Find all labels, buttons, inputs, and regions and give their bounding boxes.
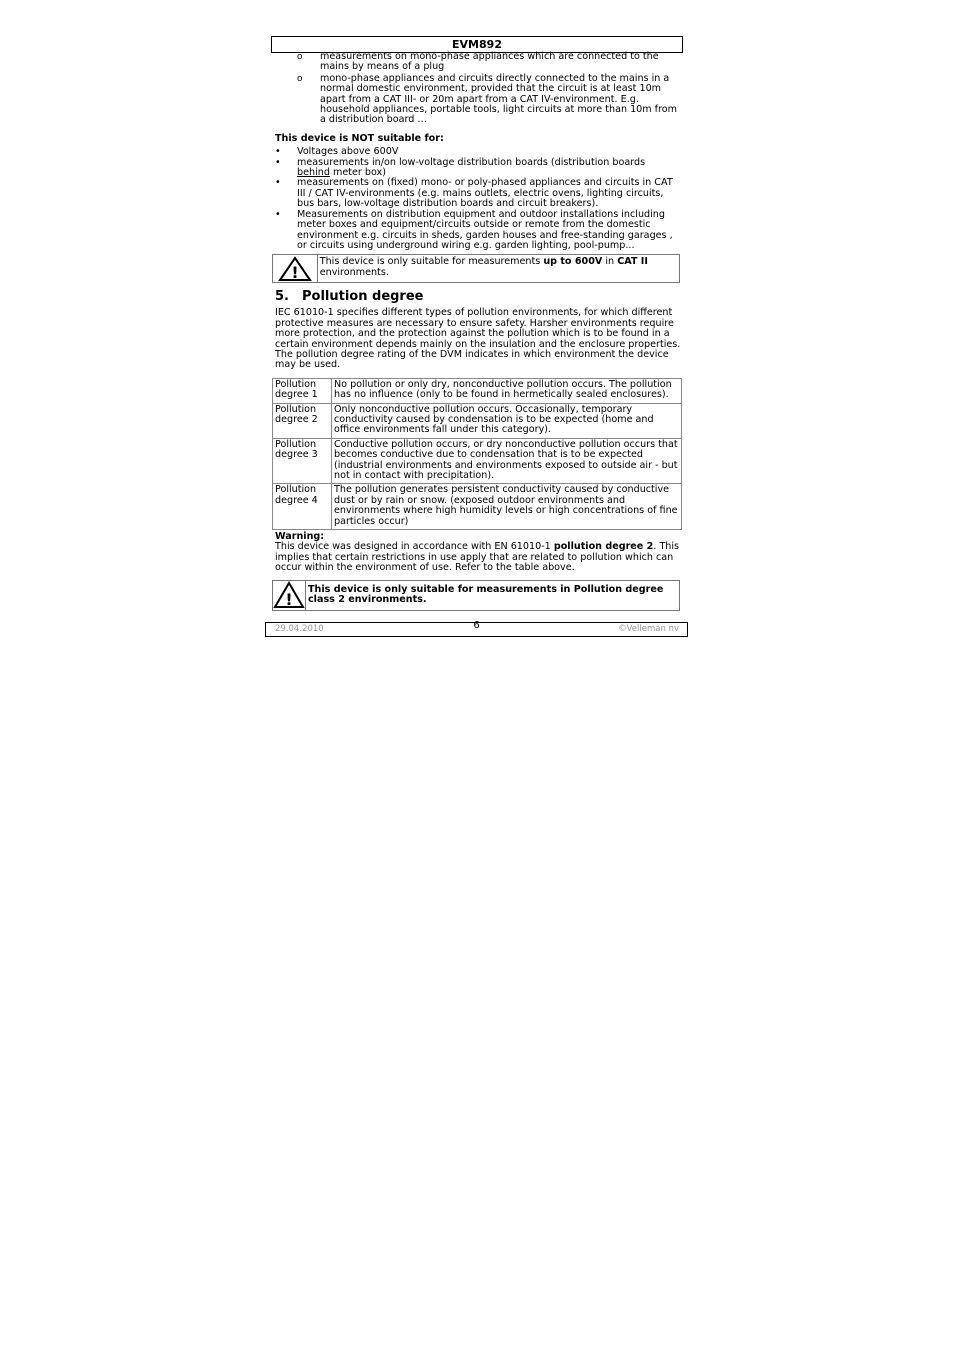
header-title: EVM892	[452, 38, 502, 51]
list-item: • measurements on (fixed) mono- or poly-phased appliances and circuits in CAT III / CAT IV-environments (e.g. mains outlets, electric ovens, lighting circuits, bus bars, low-voltage distribution boards and circuit breakers).	[275, 177, 673, 210]
bullet-icon: •	[275, 208, 281, 220]
suitable-sub-list	[275, 52, 681, 126]
page-content	[275, 52, 681, 611]
degree-cell: Pollution degree 2	[273, 403, 332, 438]
warning-triangle-icon	[273, 255, 318, 282]
warning-text: This device is only suitable for measurements in Pollution degree class 2 environments.	[308, 583, 664, 606]
document-footer	[265, 622, 688, 637]
degree-cell: Pollution degree 1	[273, 378, 332, 403]
table-row	[273, 438, 682, 484]
degree-cell: Pollution degree 4	[273, 484, 332, 530]
description-cell: Conductive pollution occurs, or dry nonconductive pollution occurs that becomes conductive due to condensation that is to be expected (industrial environments and environments exposed to outside air - but not in contact with precipitation).	[332, 438, 682, 484]
table-row	[273, 378, 682, 403]
list-item: • Measurements on distribution equipment and outdoor installations including meter boxes and equipment/circuits outside or remote from the domestic environment e.g. circuits in sheds, garden houses and free-standing garages , or circuits using underground wiring e.g. garden lighting, pool-pump...	[275, 208, 673, 251]
bullet-icon: •	[275, 156, 281, 168]
warning-box-pollution	[272, 580, 680, 611]
page-number: 6	[473, 620, 480, 631]
svg-text:!: !	[285, 590, 293, 610]
list-item: • measurements in/on low-voltage distribution boards (distribution boards behind meter box)	[275, 156, 646, 179]
table-row	[273, 403, 682, 438]
description-cell: Only nonconductive pollution occurs. Occasionally, temporary conductivity caused by condensation is to be expected (home and office environments fall under this category).	[332, 403, 682, 438]
degree-cell: Pollution degree 3	[273, 438, 332, 484]
circle-bullet-icon: o	[297, 52, 303, 62]
warning-paragraph: This device was designed in accordance with EN 61010-1 pollution degree 2. This implies that certain restrictions in use apply that are related to pollution which can occur within the environment of use. Refer to the table above.	[275, 541, 680, 574]
pollution-degree-table	[272, 378, 682, 530]
not-suitable-heading: This device is NOT suitable for:	[275, 132, 444, 144]
warning-text: This device is only suitable for measurements up to 600V in CAT II environments.	[319, 256, 648, 278]
list-item: o mono-phase appliances and circuits directly connected to the mains in a normal domestic environment, provided that the circuit is at least 10m apart from a CAT III- or 20m apart from a CAT IV-environment. E.g. household appliances, portable tools, light circuits at more than 10m from a distribution board …	[297, 72, 678, 126]
bullet-icon: •	[275, 146, 281, 158]
warning-box-cat	[272, 254, 680, 283]
description-cell: The pollution generates persistent conductivity caused by conductive dust or by rain or snow. (exposed outdoor environments and environments where high humidity levels or high concentrations of fine particles occur)	[332, 484, 682, 530]
footer-copyright: ©Velleman nv	[618, 624, 679, 634]
bullet-icon: •	[275, 177, 281, 189]
section-intro: IEC 61010-1 specifies different types of pollution environments, for which different protective measures are necessary to ensure safety. Harsher environments require more protection, and the protection against the pollution which is to be found in a certain environment depends mainly on the insulation and the enclosure properties. The pollution degree rating of the DVM indicates in which environment the device may be used.	[275, 307, 681, 371]
footer-date: 29.04.2010	[275, 624, 324, 634]
warning-heading: Warning:	[275, 531, 325, 543]
not-suitable-list	[275, 147, 681, 251]
section-heading: 5. Pollution degree	[275, 289, 424, 305]
list-item: o measurements on mono-phase appliances which are connected to the mains by means of a plug	[297, 51, 659, 73]
svg-text:!: !	[291, 262, 299, 282]
table-row	[273, 484, 682, 530]
warning-triangle-icon	[273, 581, 306, 610]
description-cell: No pollution or only dry, nonconductive pollution occurs. The pollution has no influence (only to be found in hermetically sealed enclosures).	[332, 378, 682, 403]
circle-bullet-icon: o	[297, 73, 303, 84]
list-item: • Voltages above 600V	[275, 146, 399, 158]
